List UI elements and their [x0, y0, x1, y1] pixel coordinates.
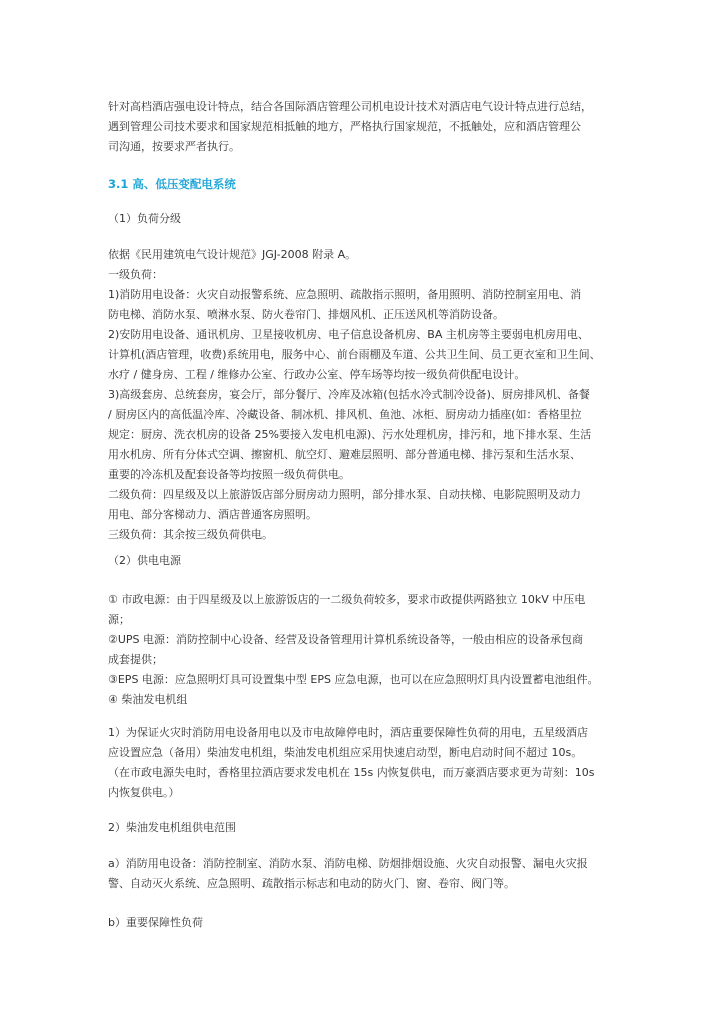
text-line: 司沟通，按要求严者执行。: [108, 140, 240, 153]
text-line: a）消防用电设备：消防控制室、消防水泵、消防电梯、防烟排烟设施、火灾自动报警、漏电火灾报: [108, 857, 588, 870]
text-line: 针对高档酒店强电设计特点，结合各国际酒店管理公司机电设计技术对酒店电气设计特点进行总结，: [108, 100, 592, 113]
text-line: ③EPS 电源：应急照明灯具可设置集中型 EPS 应急电源，也可以在应急照明灯具内设置蓄电池组件。: [108, 673, 599, 686]
text-line: ① 市政电源：由于四星级及以上旅游饭店的一二级负荷较多，要求市政提供两路独立 10kV 中压电: [108, 593, 586, 606]
text-line: 用水机房、所有分体式空调、擦窗机、航空灯、避难层照明、部分普通电梯、排污泵和生活水泵、: [108, 448, 581, 461]
text-line: 一级负荷：: [108, 268, 163, 281]
text-line: 内恢复供电。）: [108, 786, 180, 799]
power-paragraph: [108, 590, 628, 710]
load-class-title: （1）负荷分级: [108, 212, 181, 225]
text-line: 3)高级套房、总统套房，宴会厅，部分餐厅、冷库及冰箱(包括水冷式制冷设备)、厨房排风机、备餐: [108, 388, 590, 401]
text-line: 规定：厨房、洗衣机房的设备 25%要接入发电机电源)、污水处理机房，排污和，地下排水泵、生活: [108, 428, 592, 441]
text-line: 2)安防用电设备、通讯机房、卫星接收机房、电子信息设备机房、BA 主机房等主要弱电机房用电、: [108, 328, 589, 341]
scope-a-paragraph: [108, 854, 628, 894]
load-class-paragraph: [108, 245, 628, 545]
text-line: 应设置应急（备用）柴油发电机组，柴油发电机组应采用快速启动型，断电启动时间不超过 10s。: [108, 746, 583, 759]
text-line: 二级负荷：四星级及以上旅游饭店部分厨房动力照明，部分排水泵、自动扶梯、电影院照明及动力: [108, 488, 581, 501]
scope-b-title: b）重要保障性负荷: [108, 916, 203, 929]
text-line: 重要的冷冻机及配套设备等均按照一级负荷供电。: [108, 468, 350, 481]
text-line: 1）为保证火灾时消防用电设备用电以及市电故障停电时，酒店重要保障性负荷的用电，五星级酒店: [108, 726, 588, 739]
text-line: 计算机(酒店管理，收费)系统用电，服务中心、前台雨棚及车道、公共卫生间、员工更衣室和卫生间、: [108, 348, 601, 361]
power-title: （2）供电电源: [108, 554, 181, 567]
text-line: （在市政电源失电时，香格里拉酒店要求发电机在 15s 内恢复供电，而万豪酒店要求更为苛刻：10s: [108, 766, 595, 779]
text-line: ④ 柴油发电机组: [108, 693, 188, 706]
text-line: 成套提供；: [108, 653, 163, 666]
generator-scope-title: 2）柴油发电机组供电范围: [108, 821, 236, 834]
text-line: / 厨房区内的高低温冷库、冷藏设备、制冰机、排风机、鱼池、冰柜、厨房动力插座(如：香格里拉: [108, 408, 582, 421]
text-line: ②UPS 电源：消防控制中心设备、经营及设备管理用计算机系统设备等，一般由相应的设备承包商: [108, 633, 584, 646]
text-line: 源；: [108, 613, 130, 626]
generator-paragraph: [108, 723, 628, 803]
text-line: 用电、部分客梯动力、酒店普通客房照明。: [108, 508, 317, 521]
text-line: 1)消防用电设备：火灾自动报警系统、应急照明、疏散指示照明，备用照明、消防控制室用电、消: [108, 288, 582, 301]
text-line: 依据《民用建筑电气设计规范》JGJ-2008 附录 A。: [108, 248, 357, 261]
text-line: 水疗 / 健身房、工程 / 维修办公室、行政办公室、停车场等均按一级负荷供配电设计。: [108, 368, 526, 381]
text-line: 遇到管理公司技术要求和国家规范相抵触的地方，严格执行国家规范，不抵触处，应和酒店管理公: [108, 120, 581, 133]
text-line: 三级负荷：其余按三级负荷供电。: [108, 528, 273, 541]
section-heading: 3.1 高、低压变配电系统: [108, 177, 236, 191]
intro-paragraph: [108, 97, 628, 157]
text-line: 警、自动灭火系统、应急照明、疏散指示标志和电动的防火门、窗、卷帘、阀门等。: [108, 877, 515, 890]
text-line: 防电梯、消防水泵、喷淋水泵、防火卷帘门、排烟风机、正压送风机等消防设备。: [108, 308, 504, 321]
